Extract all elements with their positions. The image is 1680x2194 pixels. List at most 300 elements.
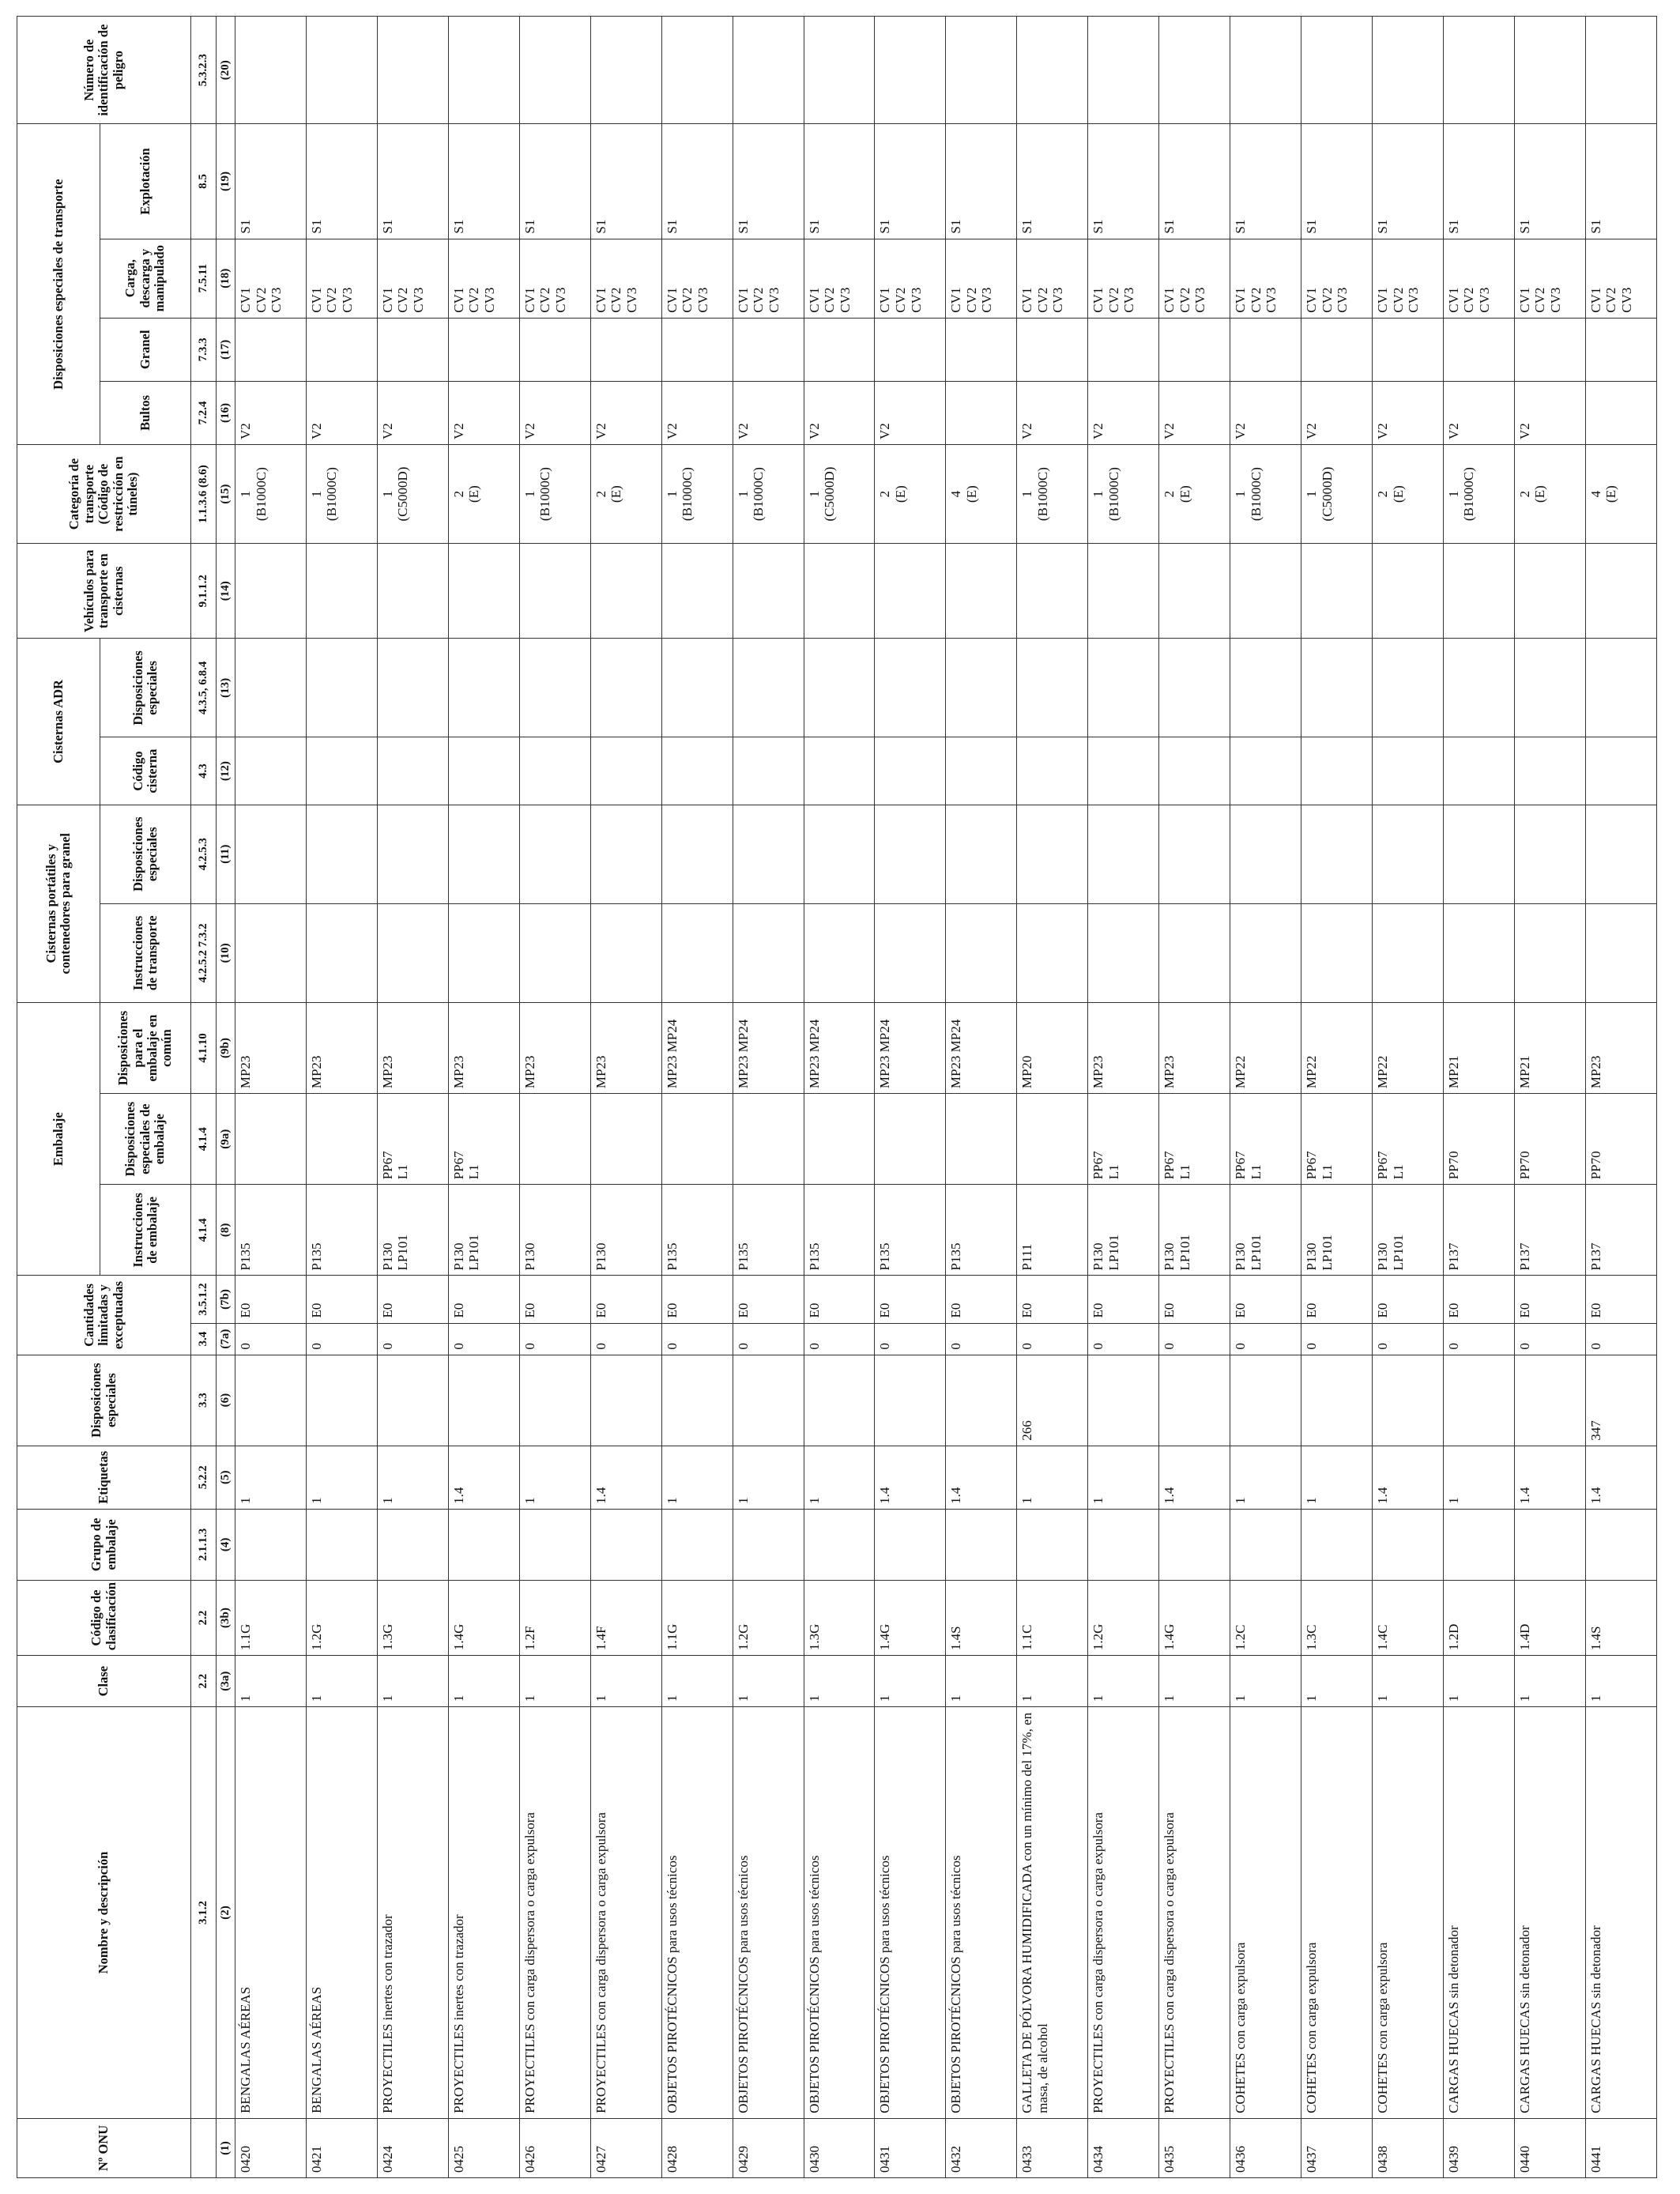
packing-instruction-cell: P135 xyxy=(661,1185,733,1276)
classification-code-cell: 1.4F xyxy=(590,1580,661,1655)
tank-special-cell xyxy=(306,805,377,903)
bulk-cell xyxy=(804,318,875,381)
limited-quantity-cell: 0 xyxy=(590,1323,661,1355)
tank-special-cell xyxy=(235,805,307,903)
mixed-packing-cell: MP23 xyxy=(519,1002,590,1093)
bulk-cell xyxy=(875,318,946,381)
packages-cell: V2 xyxy=(875,381,946,444)
substance-name: OBJETOS PIROTÉCNICOS para usos técnicos xyxy=(804,1707,875,2119)
class-cell: 1 xyxy=(1585,1656,1656,1707)
substance-name: OBJETOS PIROTÉCNICOS para usos técnicos xyxy=(733,1707,804,2119)
table-row xyxy=(733,17,804,2178)
table-row xyxy=(519,17,590,2178)
operation-cell: S1 xyxy=(875,124,946,239)
hazard-id-cell xyxy=(377,17,448,124)
un-number: 0430 xyxy=(804,2118,875,2177)
tank-special-cell xyxy=(946,805,1017,903)
tank-code-cell xyxy=(1159,737,1230,805)
labels-cell: 1 xyxy=(1301,1446,1373,1509)
tank-special-cell xyxy=(1230,805,1301,903)
header-hazard-id: Número de identificación de peligro xyxy=(17,17,191,124)
adr-special-cell xyxy=(519,639,590,737)
adr-special-cell xyxy=(1088,639,1159,737)
tank-vehicle-cell xyxy=(946,544,1017,639)
tank-special-cell xyxy=(1585,805,1656,903)
hazard-id-cell xyxy=(235,17,307,124)
packages-cell: V2 xyxy=(235,381,307,444)
transport-category-cell xyxy=(590,444,661,543)
special-packing-cell xyxy=(733,1094,804,1185)
mixed-packing-cell: MP21 xyxy=(1514,1002,1585,1093)
bulk-cell xyxy=(1017,318,1088,381)
mixed-packing-cell: MP23 MP24 xyxy=(804,1002,875,1093)
bulk-cell xyxy=(1373,318,1444,381)
ref-cell: 4.1.4 xyxy=(191,1094,217,1185)
loading-cell: CV1 CV2 CV3 xyxy=(377,239,448,318)
tunnel-code: (E) xyxy=(963,485,979,503)
mixed-packing-cell: MP23 xyxy=(306,1002,377,1093)
excepted-quantity-cell: E0 xyxy=(875,1276,946,1323)
class-cell: 1 xyxy=(519,1656,590,1707)
substance-name: GALLETA DE PÓLVORA HUMIDIFICADA con un mínimo del 17%, en masa, de alcohol xyxy=(1017,1707,1088,2119)
tunnel-code: (B1000C) xyxy=(1106,467,1121,522)
un-number: 0441 xyxy=(1585,2118,1656,2177)
tank-code-cell xyxy=(1088,737,1159,805)
hazard-id-cell xyxy=(1017,17,1088,124)
substance-name: COHETES con carga expulsora xyxy=(1373,1707,1444,2119)
tank-special-cell xyxy=(519,805,590,903)
un-number: 0427 xyxy=(590,2118,661,2177)
bulk-cell xyxy=(377,318,448,381)
tunnel-code: (C5000D) xyxy=(395,466,411,522)
ref-empty xyxy=(191,2118,217,2177)
special-provisions-cell xyxy=(306,1355,377,1446)
classification-code-cell: 1.4G xyxy=(448,1580,519,1655)
classification-code-cell: 1.2G xyxy=(1088,1580,1159,1655)
transport-category-cell xyxy=(661,444,733,543)
packing-instruction-cell: P135 xyxy=(804,1185,875,1276)
special-packing-cell xyxy=(235,1094,307,1185)
tank-code-cell xyxy=(1301,737,1373,805)
labels-cell: 1.4 xyxy=(448,1446,519,1509)
labels-cell: 1 xyxy=(1230,1446,1301,1509)
tank-special-cell xyxy=(1088,805,1159,903)
tank-instruction-cell xyxy=(235,903,307,1002)
col-number: (6) xyxy=(217,1355,235,1446)
tank-instruction-cell xyxy=(306,903,377,1002)
adr-special-cell xyxy=(1159,639,1230,737)
loading-cell: CV1 CV2 CV3 xyxy=(875,239,946,318)
header-special-provisions: Disposiciones especiales xyxy=(17,1355,191,1446)
ref-cell: 3.3 xyxy=(191,1355,217,1446)
adr-special-cell xyxy=(377,639,448,737)
special-provisions-cell xyxy=(1301,1355,1373,1446)
operation-cell: S1 xyxy=(1301,124,1373,239)
header-un-no: Nº ONU xyxy=(17,2118,191,2177)
substance-name: OBJETOS PIROTÉCNICOS para usos técnicos xyxy=(875,1707,946,2119)
class-cell: 1 xyxy=(235,1656,307,1707)
ref-cell: 7.2.4 xyxy=(191,381,217,444)
special-packing-cell: PP67 L1 xyxy=(1230,1094,1301,1185)
tank-code-cell xyxy=(377,737,448,805)
class-cell: 1 xyxy=(1159,1656,1230,1707)
special-provisions-cell xyxy=(1443,1355,1514,1446)
special-packing-cell xyxy=(519,1094,590,1185)
tank-vehicle-cell xyxy=(590,544,661,639)
tank-instruction-cell xyxy=(1443,903,1514,1002)
labels-cell: 1 xyxy=(306,1446,377,1509)
tank-special-cell xyxy=(1373,805,1444,903)
category-value: 4 xyxy=(948,490,964,498)
class-cell: 1 xyxy=(661,1656,733,1707)
table-row xyxy=(1514,17,1585,2178)
packing-instruction-cell: P135 xyxy=(306,1185,377,1276)
hazard-id-cell xyxy=(946,17,1017,124)
substance-name: CARGAS HUECAS sin detonador xyxy=(1443,1707,1514,2119)
labels-cell: 1.4 xyxy=(1159,1446,1230,1509)
table-row xyxy=(1088,17,1159,2178)
substance-name: CARGAS HUECAS sin detonador xyxy=(1514,1707,1585,2119)
un-number: 0425 xyxy=(448,2118,519,2177)
header-packing-instructions: Instrucciones de embalaje xyxy=(100,1185,191,1276)
labels-cell: 1.4 xyxy=(1514,1446,1585,1509)
un-number: 0432 xyxy=(946,2118,1017,2177)
classification-code-cell: 1.2C xyxy=(1230,1580,1301,1655)
transport-category-cell xyxy=(448,444,519,543)
special-provisions-cell xyxy=(1514,1355,1585,1446)
category-value: 1 xyxy=(238,490,253,498)
adr-special-cell xyxy=(1301,639,1373,737)
tunnel-code: (C5000D) xyxy=(1319,466,1335,522)
adr-special-cell xyxy=(1017,639,1088,737)
un-number: 0424 xyxy=(377,2118,448,2177)
mixed-packing-cell: MP21 xyxy=(1443,1002,1514,1093)
col-number: (8) xyxy=(217,1185,235,1276)
col-number: (5) xyxy=(217,1446,235,1509)
tunnel-code: (E) xyxy=(466,485,482,503)
table-row xyxy=(235,17,307,2178)
col-number: (15) xyxy=(217,444,235,543)
tank-instruction-cell xyxy=(1159,903,1230,1002)
tank-vehicle-cell xyxy=(448,544,519,639)
packages-cell: V2 xyxy=(1230,381,1301,444)
bulk-cell xyxy=(946,318,1017,381)
transport-category-cell xyxy=(1088,444,1159,543)
table-body xyxy=(235,17,1657,2178)
table-row xyxy=(875,17,946,2178)
operation-cell: S1 xyxy=(235,124,307,239)
transport-category-cell xyxy=(1514,444,1585,543)
tank-special-cell xyxy=(733,805,804,903)
excepted-quantity-cell: E0 xyxy=(661,1276,733,1323)
tunnel-code: (B1000C) xyxy=(1034,467,1050,522)
tank-vehicle-cell xyxy=(661,544,733,639)
table-row xyxy=(661,17,733,2178)
bulk-cell xyxy=(733,318,804,381)
bulk-cell xyxy=(235,318,307,381)
excepted-quantity-cell: E0 xyxy=(1514,1276,1585,1323)
tank-instruction-cell xyxy=(448,903,519,1002)
col-number: (9b) xyxy=(217,1002,235,1093)
class-cell: 1 xyxy=(804,1656,875,1707)
operation-cell: S1 xyxy=(661,124,733,239)
mixed-packing-cell: MP23 xyxy=(1159,1002,1230,1093)
special-packing-cell xyxy=(661,1094,733,1185)
loading-cell: CV1 CV2 CV3 xyxy=(1585,239,1656,318)
special-packing-cell: PP67 L1 xyxy=(448,1094,519,1185)
un-number: 0436 xyxy=(1230,2118,1301,2177)
limited-quantity-cell: 0 xyxy=(235,1323,307,1355)
operation-cell: S1 xyxy=(946,124,1017,239)
operation-cell: S1 xyxy=(1088,124,1159,239)
ref-cell: 3.1.2 xyxy=(191,1707,217,2119)
labels-cell: 1 xyxy=(1017,1446,1088,1509)
operation-cell: S1 xyxy=(519,124,590,239)
special-provisions-cell xyxy=(235,1355,307,1446)
tank-special-cell xyxy=(448,805,519,903)
un-number: 0420 xyxy=(235,2118,307,2177)
labels-cell: 1.4 xyxy=(875,1446,946,1509)
table-row xyxy=(1585,17,1656,2178)
tunnel-code: (E) xyxy=(1177,485,1192,503)
packages-cell: V2 xyxy=(1514,381,1585,444)
header-special-packing: Disposiciones especiales de embalaje xyxy=(100,1094,191,1185)
classification-code-cell: 1.4D xyxy=(1514,1580,1585,1655)
ref-cell: 4.3 xyxy=(191,737,217,805)
tank-instruction-cell xyxy=(1514,903,1585,1002)
col-number: (9a) xyxy=(217,1094,235,1185)
limited-quantity-cell: 0 xyxy=(519,1323,590,1355)
loading-cell: CV1 CV2 CV3 xyxy=(1230,239,1301,318)
packing-group-cell xyxy=(306,1509,377,1580)
tank-vehicle-cell xyxy=(875,544,946,639)
operation-cell: S1 xyxy=(733,124,804,239)
header-portable-tanks: Cisternas portátiles y contenedores para granel xyxy=(17,805,100,1002)
substance-name: BENGALAS AÉREAS xyxy=(235,1707,307,2119)
class-cell: 1 xyxy=(448,1656,519,1707)
transport-category-cell xyxy=(306,444,377,543)
adr-special-cell xyxy=(1443,639,1514,737)
col-number: (19) xyxy=(217,124,235,239)
mixed-packing-cell: MP23 xyxy=(1088,1002,1159,1093)
category-value: 1 xyxy=(1090,490,1106,498)
tank-vehicle-cell xyxy=(1159,544,1230,639)
table-row xyxy=(377,17,448,2178)
bulk-cell xyxy=(661,318,733,381)
loading-cell: CV1 CV2 CV3 xyxy=(448,239,519,318)
tank-vehicle-cell xyxy=(519,544,590,639)
adr-special-cell xyxy=(448,639,519,737)
loading-cell: CV1 CV2 CV3 xyxy=(590,239,661,318)
tank-code-cell xyxy=(306,737,377,805)
packing-group-cell xyxy=(448,1509,519,1580)
packages-cell: V2 xyxy=(590,381,661,444)
operation-cell: S1 xyxy=(448,124,519,239)
ref-cell: 7.3.3 xyxy=(191,318,217,381)
col-number: (11) xyxy=(217,805,235,903)
packing-group-cell xyxy=(1373,1509,1444,1580)
limited-quantity-cell: 0 xyxy=(448,1323,519,1355)
special-provisions-cell xyxy=(1230,1355,1301,1446)
class-cell: 1 xyxy=(1017,1656,1088,1707)
col-number: (10) xyxy=(217,903,235,1002)
special-packing-cell xyxy=(804,1094,875,1185)
class-cell: 1 xyxy=(1230,1656,1301,1707)
substance-name: PROYECTILES con carga dispersora o carga expulsora xyxy=(1088,1707,1159,2119)
packing-group-cell xyxy=(1017,1509,1088,1580)
special-provisions-cell xyxy=(519,1355,590,1446)
col-number: (20) xyxy=(217,17,235,124)
bulk-cell xyxy=(1230,318,1301,381)
substance-name: PROYECTILES con carga dispersora o carga expulsora xyxy=(519,1707,590,2119)
ref-cell: 4.1.10 xyxy=(191,1002,217,1093)
header-bulk: Granel xyxy=(100,318,191,381)
operation-cell: S1 xyxy=(1373,124,1444,239)
packing-instruction-cell: P135 xyxy=(235,1185,307,1276)
packages-cell: V2 xyxy=(804,381,875,444)
class-cell: 1 xyxy=(1373,1656,1444,1707)
un-number: 0434 xyxy=(1088,2118,1159,2177)
special-packing-cell: PP67 L1 xyxy=(1088,1094,1159,1185)
mixed-packing-cell: MP20 xyxy=(1017,1002,1088,1093)
hazard-id-cell xyxy=(1230,17,1301,124)
packing-group-cell xyxy=(1088,1509,1159,1580)
excepted-quantity-cell: E0 xyxy=(1159,1276,1230,1323)
bulk-cell xyxy=(1514,318,1585,381)
tank-special-cell xyxy=(1301,805,1373,903)
special-packing-cell xyxy=(1017,1094,1088,1185)
packages-cell: V2 xyxy=(377,381,448,444)
table-row xyxy=(1230,17,1301,2178)
ref-cell: 5.2.2 xyxy=(191,1446,217,1509)
col-number: (1) xyxy=(217,2118,235,2177)
substance-name: COHETES con carga expulsora xyxy=(1301,1707,1373,2119)
table-row xyxy=(1017,17,1088,2178)
adr-special-cell xyxy=(661,639,733,737)
packages-cell: V2 xyxy=(1301,381,1373,444)
limited-quantity-cell: 0 xyxy=(1088,1323,1159,1355)
labels-cell: 1 xyxy=(377,1446,448,1509)
tunnel-code: (E) xyxy=(1603,485,1619,503)
tank-vehicle-cell xyxy=(1443,544,1514,639)
ref-cell: 7.5.11 xyxy=(191,239,217,318)
adr-special-cell xyxy=(1514,639,1585,737)
col-number: (12) xyxy=(217,737,235,805)
category-value: 1 xyxy=(308,490,324,498)
mixed-packing-cell: MP22 xyxy=(1301,1002,1373,1093)
tank-instruction-cell xyxy=(875,903,946,1002)
excepted-quantity-cell: E0 xyxy=(235,1276,307,1323)
excepted-quantity-cell: E0 xyxy=(804,1276,875,1323)
class-cell: 1 xyxy=(946,1656,1017,1707)
col-number: (3b) xyxy=(217,1580,235,1655)
classification-code-cell: 1.2F xyxy=(519,1580,590,1655)
loading-cell: CV1 CV2 CV3 xyxy=(946,239,1017,318)
table-row xyxy=(448,17,519,2178)
header-tank-code: Código cisterna xyxy=(100,737,191,805)
packing-instruction-cell: P135 xyxy=(875,1185,946,1276)
header-name: Nombre y descripción xyxy=(17,1707,191,2119)
special-packing-cell: PP70 xyxy=(1443,1094,1514,1185)
substance-name: PROYECTILES con carga dispersora o carga expulsora xyxy=(590,1707,661,2119)
col-number: (13) xyxy=(217,639,235,737)
special-provisions-cell xyxy=(590,1355,661,1446)
table-row xyxy=(590,17,661,2178)
packing-instruction-cell: P135 xyxy=(946,1185,1017,1276)
classification-code-cell: 1.3G xyxy=(377,1580,448,1655)
packages-cell: V2 xyxy=(448,381,519,444)
special-provisions-cell xyxy=(875,1355,946,1446)
excepted-quantity-cell: E0 xyxy=(1088,1276,1159,1323)
loading-cell: CV1 CV2 CV3 xyxy=(519,239,590,318)
special-provisions-cell xyxy=(1373,1355,1444,1446)
tank-special-cell xyxy=(1443,805,1514,903)
mixed-packing-cell: MP23 MP24 xyxy=(661,1002,733,1093)
substance-name: OBJETOS PIROTÉCNICOS para usos técnicos xyxy=(946,1707,1017,2119)
hazard-id-cell xyxy=(875,17,946,124)
ref-cell: 3.4 xyxy=(191,1323,217,1355)
packing-group-cell xyxy=(1514,1509,1585,1580)
mixed-packing-cell: MP23 MP24 xyxy=(733,1002,804,1093)
limited-quantity-cell: 0 xyxy=(1585,1323,1656,1355)
un-number: 0440 xyxy=(1514,2118,1585,2177)
special-packing-cell: PP67 L1 xyxy=(377,1094,448,1185)
bulk-cell xyxy=(1585,318,1656,381)
header-labels: Etiquetas xyxy=(17,1446,191,1509)
dangerous-goods-table xyxy=(17,16,1657,2178)
mixed-packing-cell: MP23 MP24 xyxy=(875,1002,946,1093)
operation-cell: S1 xyxy=(1443,124,1514,239)
special-provisions-cell xyxy=(946,1355,1017,1446)
classification-code-cell: 1.4C xyxy=(1373,1580,1444,1655)
tank-instruction-cell xyxy=(1301,903,1373,1002)
ref-cell: 2.2 xyxy=(191,1656,217,1707)
special-packing-cell: PP67 L1 xyxy=(1159,1094,1230,1185)
packing-instruction-cell: P137 xyxy=(1585,1185,1656,1276)
tank-code-cell xyxy=(1514,737,1585,805)
limited-quantity-cell: 0 xyxy=(306,1323,377,1355)
excepted-quantity-cell: E0 xyxy=(946,1276,1017,1323)
tank-special-cell xyxy=(661,805,733,903)
transport-category-cell xyxy=(946,444,1017,543)
labels-cell: 1 xyxy=(519,1446,590,1509)
header-limited-excepted: Cantidades limitadas y exceptuadas xyxy=(17,1276,191,1355)
mixed-packing-cell: MP22 xyxy=(1373,1002,1444,1093)
classification-code-cell: 1.4S xyxy=(1585,1580,1656,1655)
bulk-cell xyxy=(1301,318,1373,381)
table-row xyxy=(804,17,875,2178)
transport-category-cell xyxy=(519,444,590,543)
special-provisions-cell xyxy=(661,1355,733,1446)
tank-code-cell xyxy=(875,737,946,805)
packing-instruction-cell: P130 LP101 xyxy=(377,1185,448,1276)
labels-cell: 1 xyxy=(733,1446,804,1509)
table-row xyxy=(1159,17,1230,2178)
adr-special-cell xyxy=(1585,639,1656,737)
classification-code-cell: 1.1G xyxy=(235,1580,307,1655)
tunnel-code: (C5000D) xyxy=(822,466,838,522)
mixed-packing-cell: MP23 xyxy=(377,1002,448,1093)
tank-instruction-cell xyxy=(377,903,448,1002)
packing-group-cell xyxy=(519,1509,590,1580)
transport-category-cell xyxy=(1585,444,1656,543)
loading-cell: CV1 CV2 CV3 xyxy=(661,239,733,318)
table-row xyxy=(306,17,377,2178)
tank-code-cell xyxy=(235,737,307,805)
hazard-id-cell xyxy=(590,17,661,124)
loading-cell: CV1 CV2 CV3 xyxy=(306,239,377,318)
substance-name: BENGALAS AÉREAS xyxy=(306,1707,377,2119)
